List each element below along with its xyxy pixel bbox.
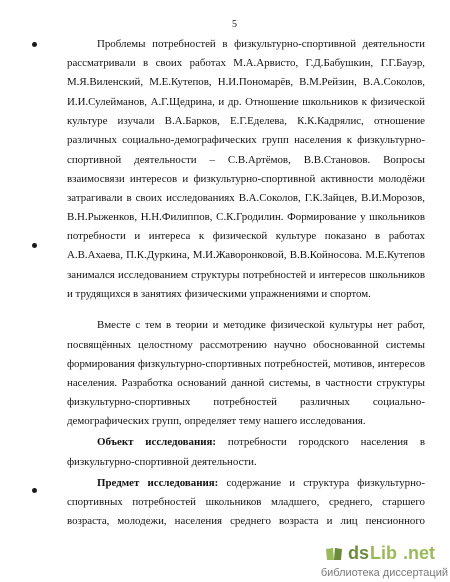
book-icon: [325, 547, 343, 561]
section-label: Объект исследования:: [97, 436, 217, 448]
binder-hole-mark: [32, 42, 37, 47]
text-line: М.Я.Виленский, М.Е.Кутепов, Н.И.Пономарёв, В.М.Рейзин, В.А.Соколов,: [67, 76, 425, 88]
text-line: спортивных потребностей школьников младшего, среднего, старшего: [67, 496, 425, 508]
section-label: Предмет исследования:: [97, 477, 219, 489]
text-line-content: содержание и структура физкультурно-: [226, 477, 425, 489]
text-line: физкультурно-спортивных потребностей различных социально-: [67, 396, 425, 408]
text-line: [67, 477, 425, 489]
text-line: потребности и интереса к физической культуре показано в работах: [67, 230, 425, 242]
text-line: культуре изучали В.А.Барков, Е.Г.Еделева, К.К.Кадрялис, отношение: [67, 115, 425, 127]
text-line: посвящённых целостному рассмотрению научно обоснованной системы: [67, 339, 425, 351]
text-line: Вместе с тем в теории и методике физической культуры нет работ,: [97, 319, 425, 331]
text-line: рассматривали в своих работах М.А.Арвисто, Г.Д.Бабушкин, Г.Г.Бауэр,: [67, 57, 425, 69]
text-line: занимался исследованием структуры потребностей и интересов школьников: [67, 269, 425, 281]
text-line: И.И.Сулейманов, А.Г.Щедрина, и др. Отношение школьников к физической: [67, 96, 425, 108]
text-line: населения. Разработка оснований данной системы, в частности структуры: [67, 377, 425, 389]
logo-lib: Lib: [370, 543, 397, 563]
dslib-watermark: [300, 540, 450, 582]
watermark-subtitle: библиотека диссертаций: [320, 567, 448, 579]
logo-ds: ds: [348, 543, 370, 563]
text-line: физкультурно-спортивной деятельности.: [67, 456, 257, 468]
text-line: различных социально-демографических групп населения к физкультурно-: [67, 134, 425, 146]
text-line: спортивной деятельности – С.В.Артёмов, В.В.Становов. Вопросы: [67, 154, 425, 166]
page-number: 5: [232, 19, 237, 30]
text-line: взаимосвязи интересов и физкультурно-спортивной активности молодёжи: [67, 173, 425, 185]
text-line: Проблемы потребностей в физкультурно-спортивной деятельности: [97, 38, 425, 50]
text-line-content: потребности городского населения в: [227, 436, 425, 448]
text-line: формирования физкультурно-спортивных потребностей, мотивов, интересов: [67, 358, 425, 370]
text-line: затрагивали в своих исследованиях В.А.Соколов, Г.К.Зайцев, В.И.Морозов,: [67, 192, 425, 204]
binder-hole-mark: [32, 488, 37, 493]
text-line: демографических групп, определяет тему нашего исследования.: [67, 415, 366, 427]
text-line: и трудящихся в занятиях физическими упражнениями и спортом.: [67, 288, 371, 300]
text-line: возраста, молодежи, населения среднего возраста и лиц пенсионного: [67, 515, 425, 527]
text-line: [67, 436, 425, 448]
text-line: А.В.Ахаева, П.К.Дуркина, М.И.Жаворонковой, В.В.Койносова. М.Е.Кутепов: [67, 249, 425, 261]
logo-net: .net: [403, 543, 436, 563]
text-line: В.Н.Рыженков, Н.Н.Филиппов, С.К.Гродилин. Формирование у школьников: [67, 211, 425, 223]
binder-hole-mark: [32, 243, 37, 248]
